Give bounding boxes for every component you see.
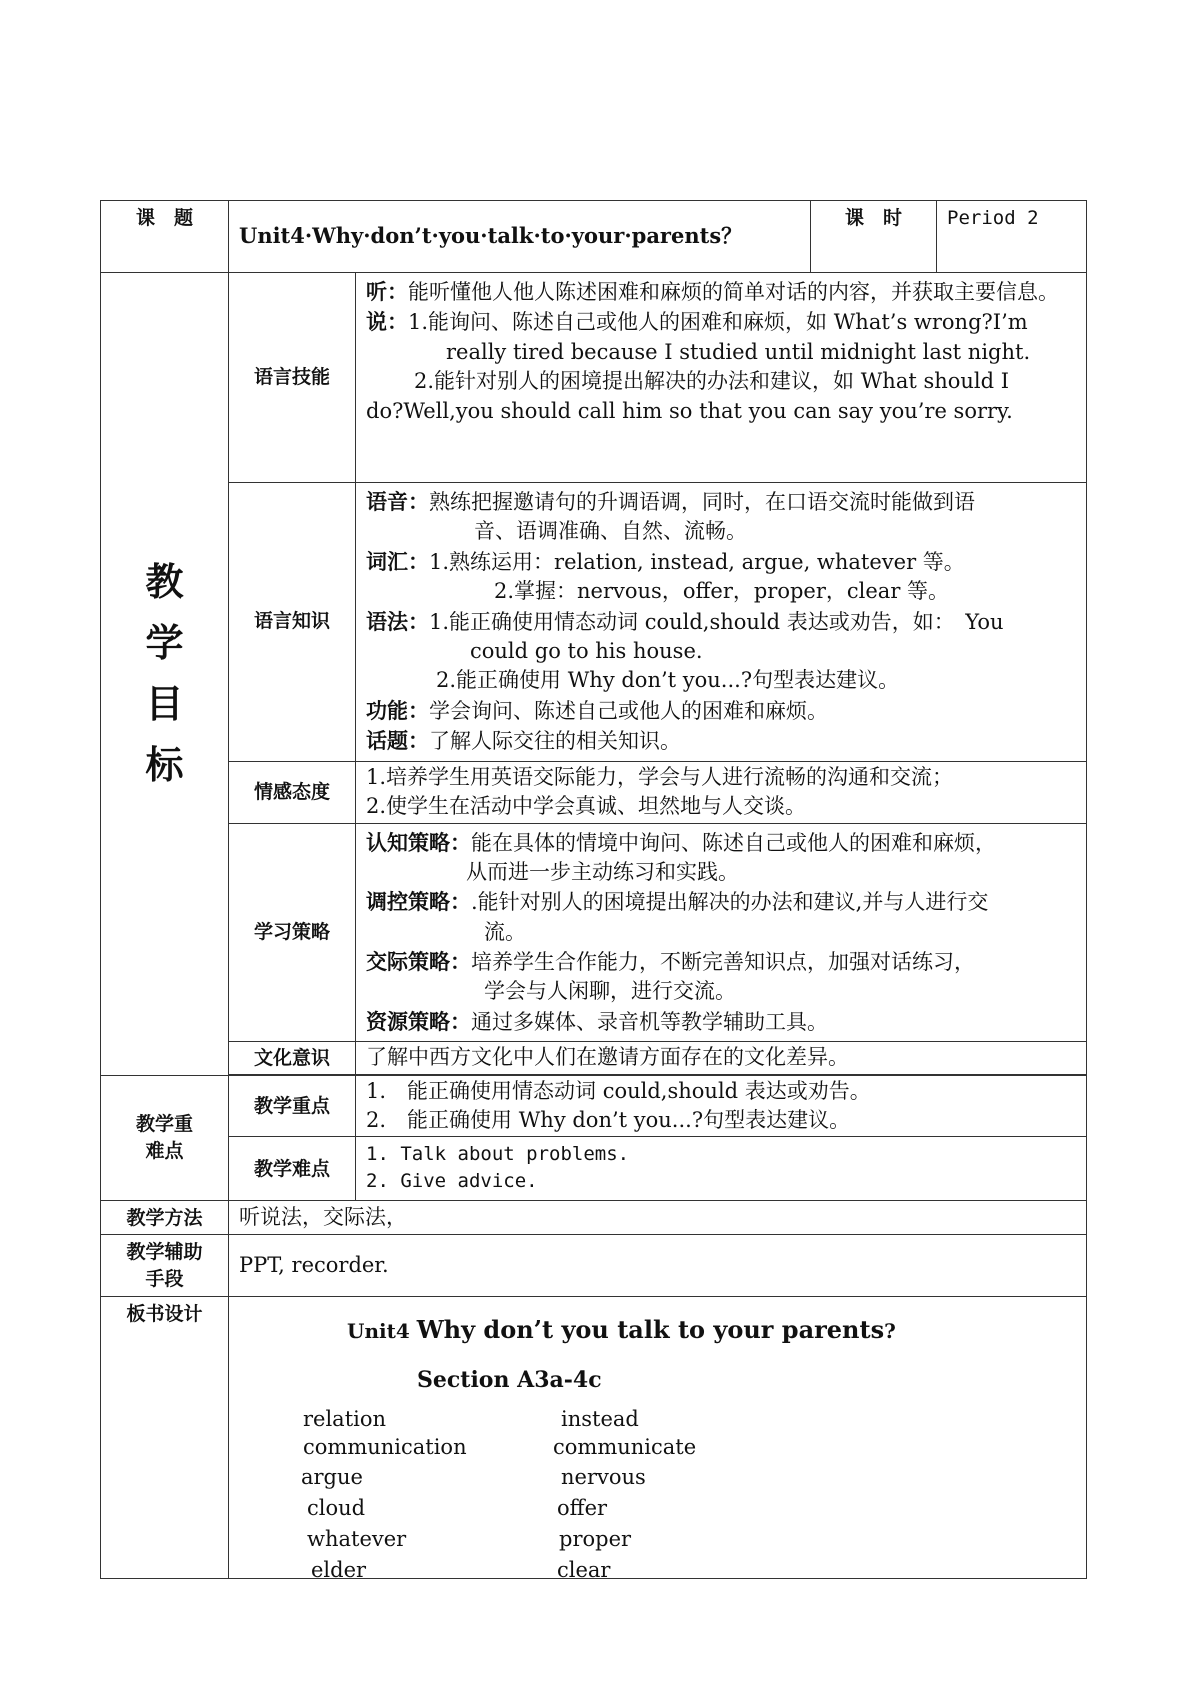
word-left-4: cloud xyxy=(307,1496,366,1521)
aids-text: PPT, recorder. xyxy=(229,1235,1087,1297)
aids-row xyxy=(101,1235,1087,1297)
board-title-unit: Unit4 xyxy=(347,1319,417,1344)
cog-a: 能在具体的情境中询问、陈述自己或他人的困难和麻烦， xyxy=(471,830,996,855)
skills-row xyxy=(101,273,1087,483)
difficulty-1: 1. Talk about problems. xyxy=(366,1143,630,1166)
word-right-5: proper xyxy=(559,1527,632,1552)
header-row xyxy=(101,201,1087,273)
skills-content xyxy=(356,273,1087,483)
word-right-6: clear xyxy=(557,1558,611,1583)
aids-label xyxy=(101,1235,229,1297)
attitude-line-1: 1.培养学生用英语交际能力，学会与人进行流畅的沟通和交流； xyxy=(366,764,954,789)
speak-label: 说： xyxy=(366,309,408,335)
gram-1b: could go to his house. xyxy=(470,638,703,663)
gram-label: 语法： xyxy=(366,608,429,634)
board-title-q: ? xyxy=(884,1319,896,1344)
word-left-2: communication xyxy=(303,1435,467,1460)
comm-label: 交际策略： xyxy=(366,949,471,975)
objectives-char-2: 学 xyxy=(145,621,184,666)
topic-value xyxy=(229,201,811,273)
board-section: Section A3a-4c xyxy=(417,1367,602,1394)
listen-label: 听： xyxy=(366,279,408,304)
cog-label: 认知策略： xyxy=(366,829,471,855)
keypoints-label xyxy=(101,1075,229,1201)
difficulty-label: 教学难点 xyxy=(229,1137,356,1201)
culture-text: 了解中西方文化中人们在邀请方面存在的文化差异。 xyxy=(356,1042,1087,1074)
knowledge-row xyxy=(101,483,1087,762)
attitude-content xyxy=(356,761,1087,823)
skills-label: 语言技能 xyxy=(229,273,356,483)
board-content xyxy=(229,1297,1087,1583)
period-label: 课 时 xyxy=(811,201,937,273)
board-label: 板书设计 xyxy=(101,1297,229,1579)
objectives-char-3: 目 xyxy=(145,681,184,726)
word-left-5: whatever xyxy=(307,1527,407,1552)
phon-label: 语音： xyxy=(366,489,429,514)
period-value: Period 2 xyxy=(937,201,1087,273)
knowledge-content xyxy=(356,483,1087,762)
difficulty-row xyxy=(101,1137,1087,1201)
board-title xyxy=(347,1313,896,1347)
method-text: 听说法，交际法， xyxy=(229,1201,1087,1235)
focus-label: 教学重点 xyxy=(229,1075,356,1137)
func-label: 功能： xyxy=(366,697,429,723)
res-text: 通过多媒体、录音机等教学辅助工具。 xyxy=(471,1009,828,1034)
word-right-2: communicate xyxy=(553,1435,697,1460)
culture-label: 文化意识 xyxy=(229,1042,356,1074)
ctrl-label: 调控策略： xyxy=(366,889,471,915)
focus-2: 2. 能正确使用 Why don’t you...?句型表达建议。 xyxy=(366,1108,851,1133)
aids-label-b: 手段 xyxy=(145,1267,184,1290)
keypoints-label-b: 难点 xyxy=(145,1140,184,1163)
difficulty-content xyxy=(356,1137,1087,1201)
phon-b: 音、语调准确、自然、流畅。 xyxy=(474,519,747,544)
keypoints-label-a: 教学重 xyxy=(135,1113,193,1136)
method-label: 教学方法 xyxy=(101,1201,229,1235)
cog-b: 从而进一步主动练习和实践。 xyxy=(466,859,739,884)
strategy-label: 学习策略 xyxy=(229,823,356,1042)
vocab-2: 2.掌握：nervous，offer，proper，clear 等。 xyxy=(494,579,950,604)
ctrl-a: .能针对别人的困境提出解决的办法和建议,并与人进行交 xyxy=(471,890,989,915)
word-right-4: offer xyxy=(557,1496,608,1521)
word-left-1: relation xyxy=(303,1407,387,1432)
word-left-6: elder xyxy=(311,1558,367,1583)
strategy-row xyxy=(101,823,1087,1042)
comm-b: 学会与人闲聊，进行交流。 xyxy=(484,979,736,1004)
difficulty-2: 2. Give advice. xyxy=(366,1170,538,1193)
word-left-3: argue xyxy=(301,1465,363,1490)
phon-a: 熟练把握邀请句的升调语调，同时，在口语交流时能做到语 xyxy=(429,490,975,514)
speak-2a: 2.能针对别人的困境提出解决的办法和建议，如 What should I xyxy=(414,369,1010,394)
topic-label: 课 题 xyxy=(101,201,229,273)
speak-1b: really tired because I studied until midnight last night. xyxy=(446,339,1031,364)
attitude-label: 情感态度 xyxy=(229,761,356,823)
topic-text: 了解人际交往的相关知识。 xyxy=(429,729,681,754)
board-title-main: Why don’t you talk to your parents xyxy=(416,1315,885,1345)
ctrl-b: 流。 xyxy=(484,919,526,944)
board-row xyxy=(101,1297,1087,1579)
speak-2b: do?Well,you should call him so that you can say you’re sorry. xyxy=(366,398,1013,423)
knowledge-label: 语言知识 xyxy=(229,483,356,762)
aids-label-a: 教学辅助 xyxy=(126,1241,203,1264)
vocab-1: 1.熟练运用：relation, instead, argue, whatever 等。 xyxy=(429,549,965,574)
focus-1: 1. 能正确使用情态动词 could,should 表达或劝告。 xyxy=(366,1078,871,1103)
attitude-line-2: 2.使学生在活动中学会真诚、坦然地与人交谈。 xyxy=(366,793,807,818)
culture-row xyxy=(101,1042,1087,1074)
board-area xyxy=(229,1297,1086,1583)
func-text: 学会询问、陈述自己或他人的困难和麻烦。 xyxy=(429,698,828,723)
attitude-row xyxy=(101,761,1087,823)
method-row xyxy=(101,1201,1087,1235)
objectives-char-1: 教 xyxy=(145,560,184,605)
gram-1a: 1.能正确使用情态动词 could,should 表达或劝告，如： You xyxy=(429,609,1004,634)
focus-content xyxy=(356,1075,1087,1137)
vocab-label: 词汇： xyxy=(366,548,429,574)
speak-1a: 1.能询问、陈述自己或他人的困难和麻烦，如 What’s wrong?I’m xyxy=(408,310,1028,335)
focus-row xyxy=(101,1075,1087,1137)
listen-text: 能听懂他人他人陈述困难和麻烦的简单对话的内容，并获取主要信息。 xyxy=(408,280,1059,304)
unit-title: Unit4·Why·don’t·you·talk·to·your·parents？ xyxy=(239,223,743,249)
word-right-3: nervous xyxy=(561,1465,646,1490)
objectives-label xyxy=(101,273,229,1076)
comm-a: 培养学生合作能力，不断完善知识点，加强对话练习， xyxy=(471,950,975,975)
objectives-char-4: 标 xyxy=(145,742,184,787)
strategy-content xyxy=(356,823,1087,1042)
lesson-plan-table xyxy=(100,200,1087,1583)
gram-2: 2.能正确使用 Why don’t you...?句型表达建议。 xyxy=(436,668,900,693)
word-right-1: instead xyxy=(561,1407,639,1432)
topic-label-k: 话题： xyxy=(366,728,429,754)
res-label: 资源策略： xyxy=(366,1008,471,1034)
